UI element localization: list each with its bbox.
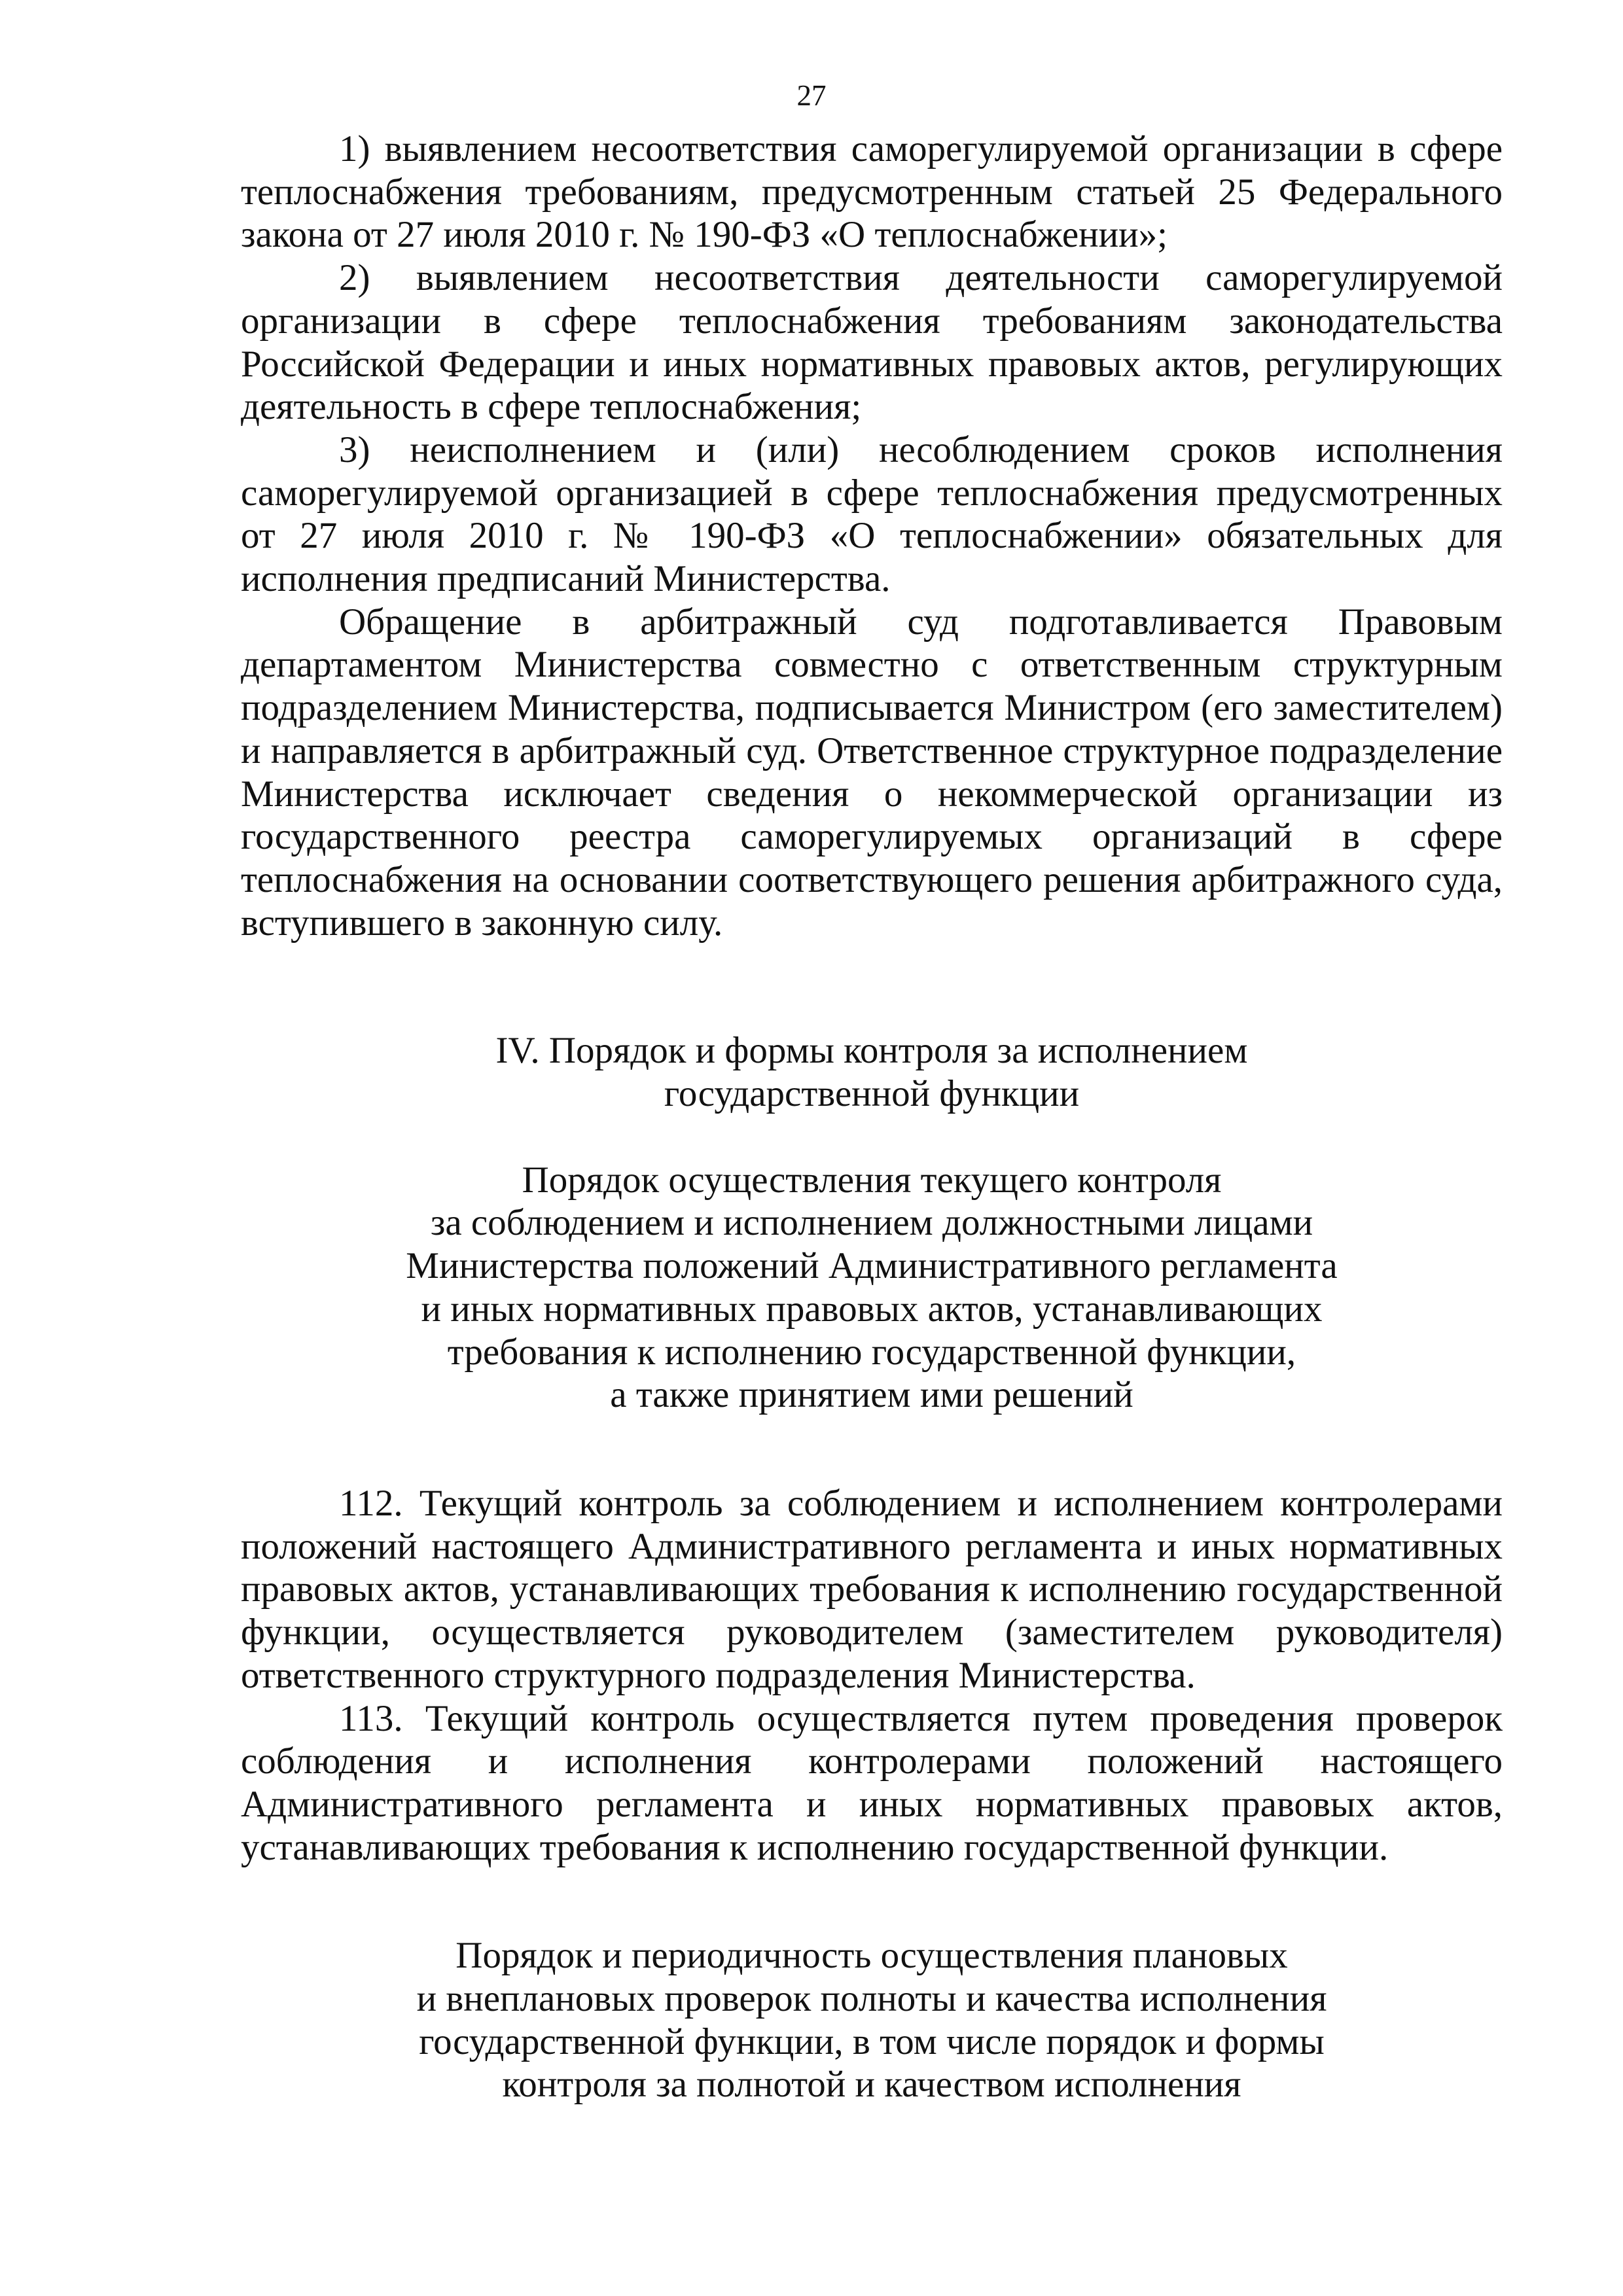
paragraph-113: 113. Текущий контроль осуществляется путем проведения проверок соблюдения и исполнения контролерами положений настоящего Административного регламента и иных нормативных правовых актов, устанавливающих требования к исполнению государственной функции. [241, 1697, 1503, 1868]
subheading-line: государственной функции, в том числе порядок и формы [419, 2021, 1325, 2062]
subheading-line: контроля за полнотой и качеством исполнения [502, 2064, 1241, 2106]
section-heading-line: IV. Порядок и формы контроля за исполнением [495, 1030, 1248, 1072]
paragraph-arbitration: Обращение в арбитражный суд подготавливается Правовым департаментом Министерства совместно с ответственным структурным подразделением Министерства, подписывается Министром (его заместителем) и направляется в арбитражный суд. Ответственное структурное подразделение Министерства исключает сведения о некоммерческой организации из государственного реестра саморегулируемых организаций в сфере теплоснабжения на основании соответствующего решения арбитражного суда, вступившего в законную силу. [241, 601, 1503, 944]
section-heading-line: государственной функции [664, 1073, 1080, 1115]
subheading-line: Порядок осуществления текущего контроля [522, 1159, 1222, 1201]
subheading-line: за соблюдением и исполнением должностными лицами [430, 1202, 1313, 1244]
subheading-line: а также принятием ими решений [610, 1374, 1133, 1416]
subheading-inspections [241, 1934, 1503, 2106]
paragraph-112: 112. Текущий контроль за соблюдением и исполнением контролерами положений настоящего Административного регламента и иных нормативных правовых актов, устанавливающих требования к исполнению государственной функции, осуществляется руководителем (заместителем руководителя) ответственного структурного подразделения Министерства. [241, 1482, 1503, 1696]
subheading-line: требования к исполнению государственной функции, [447, 1331, 1296, 1373]
section-heading [241, 1029, 1503, 1115]
subheading-line: и внеплановых проверок полноты и качества исполнения [416, 1978, 1327, 2020]
paragraph-item-3: 3) неисполнением и (или) несоблюдением сроков исполнения саморегулируемой организацией в сфере теплоснабжения предусмотренных от 27 июля 2010 г. № 190-ФЗ «О теплоснабжении» обязательных для исполнения предписаний Министерства. [241, 429, 1503, 600]
subheading-line: Порядок и периодичность осуществления плановых [455, 1935, 1288, 1977]
document-body [241, 128, 1503, 2106]
subheading-current-control [241, 1159, 1503, 1417]
subheading-line: Министерства положений Административного регламента [406, 1245, 1338, 1287]
subheading-line: и иных нормативных правовых актов, устанавливающих [421, 1288, 1323, 1330]
page-number: 27 [796, 79, 827, 112]
paragraph-item-1: 1) выявлением несоответствия саморегулируемой организации в сфере теплоснабжения требованиям, предусмотренным статьей 25 Федерального закона от 27 июля 2010 г. № 190-ФЗ «О теплоснабжении»; [241, 128, 1503, 256]
paragraph-item-2: 2) выявлением несоответствия деятельности саморегулируемой организации в сфере теплоснабжения требованиям законодательства Российской Федерации и иных нормативных правовых актов, регулирующих деятельность в сфере теплоснабжения; [241, 257, 1503, 428]
